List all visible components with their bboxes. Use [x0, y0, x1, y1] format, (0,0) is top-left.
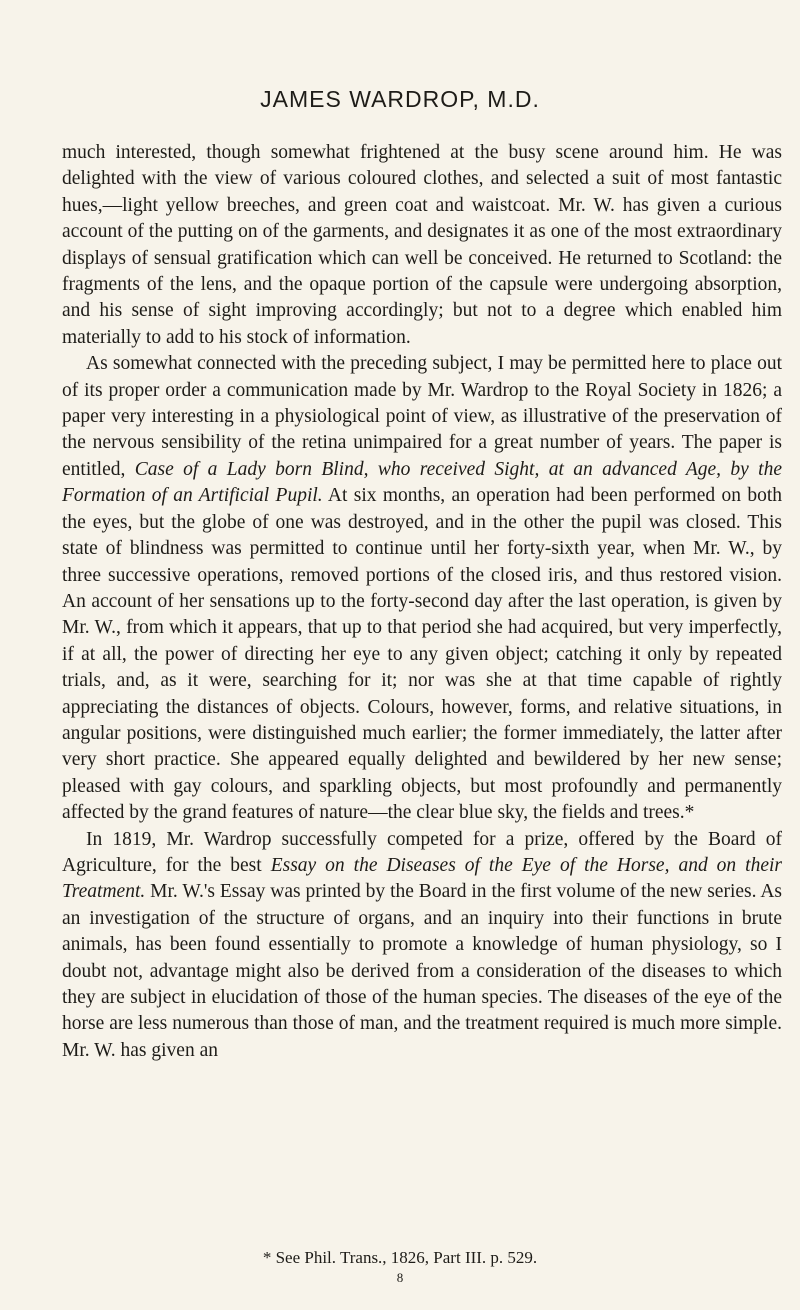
essay-title: Essay on the Diseases of the Eye of the Horse, and on their Treatment. — [62, 854, 782, 903]
paragraph-3-rest: Mr. W.'s Essay was printed by the Board in the first volume of the new series. As an investigation of the structure of organs, and an inquiry into their functions in brute animals, has been found essentially to promote a knowledge of human physiology, so I doubt not, advantage might also be derived from a consideration of the diseases to which they are subject in elucidation of those of the human species. The diseases of the eye of the horse are less numerous than those of man, and the treatment required is much more simple. Mr. W. has given an — [62, 881, 782, 1061]
signature-mark: 8 — [396, 1270, 404, 1285]
running-head: JAMES WARDROP, M.D. — [260, 86, 540, 112]
paragraph-1: much interested, though somewhat frightened at the busy scene around him. He was delighted with the view of various coloured clothes, and selected a suit of most fantastic hues,—light yellow breeches, and green coat and waistcoat. Mr. W. has given a curious account of the putting on of the garments, and designates it as one of the most extraordinary displays of sensual gratification which can well be conceived. He returned to Scotland: the fragments of the lens, and the opaque portion of the capsule were undergoing absorption, and his sense of sight improving accordingly; but not to a degree which enabled him materially to add to his stock of information. — [62, 142, 782, 348]
paper-title: Case of a Lady born Blind, who received Sight, at an advanced Age, by the Formation of an Artificial Pupil. — [62, 458, 782, 507]
paragraph-3 — [62, 827, 782, 1065]
paragraph-3-lead: In 1819, Mr. Wardrop successfully competed for a prize, offered by the Board of Agriculture, for the best — [62, 828, 782, 876]
body-text — [62, 140, 782, 1064]
footnote: * See Phil. Trans., 1826, Part III. p. 529. — [262, 1248, 538, 1267]
paragraph-2 — [62, 351, 782, 826]
paragraph-2-rest: At six months, an operation had been performed on both the eyes, but the globe of one was destroyed, and in the other the pupil was closed. This state of blindness was permitted to continue until her forty-sixth year, when Mr. W., by three successive operations, removed portions of the closed iris, and thus restored vision. An account of her sensations up to the forty-second day after the last operation, is given by Mr. W., from which it appears, that up to that period she had acquired, but very imperfectly, if at all, the power of directing her eye to any given object; catching it only by repeated trials, and, as it were, searching for it; nor was she at that time capable of rightly appreciating the distances of objects. Colours, however, forms, and relative situations, in angular positions, were distinguished much earlier; the former immediately, the latter after very short practice. She appeared equally delighted and bewildered by her new sense; pleased with gay colours, and sparkling objects, but most profoundly and permanently affected by the grand features of nature—the clear blue sky, the fields and trees.* — [62, 485, 782, 824]
paragraph-2-lead: As somewhat connected with the preceding subject, I may be permitted here to place out of its proper order a communication made by Mr. Wardrop to the Royal Society in 1826; a paper very interesting in a physiological point of view, as illustrative of the preservation of the nervous sensibility of the retina unimpaired for a great number of years. The paper is entitled, — [62, 353, 782, 480]
